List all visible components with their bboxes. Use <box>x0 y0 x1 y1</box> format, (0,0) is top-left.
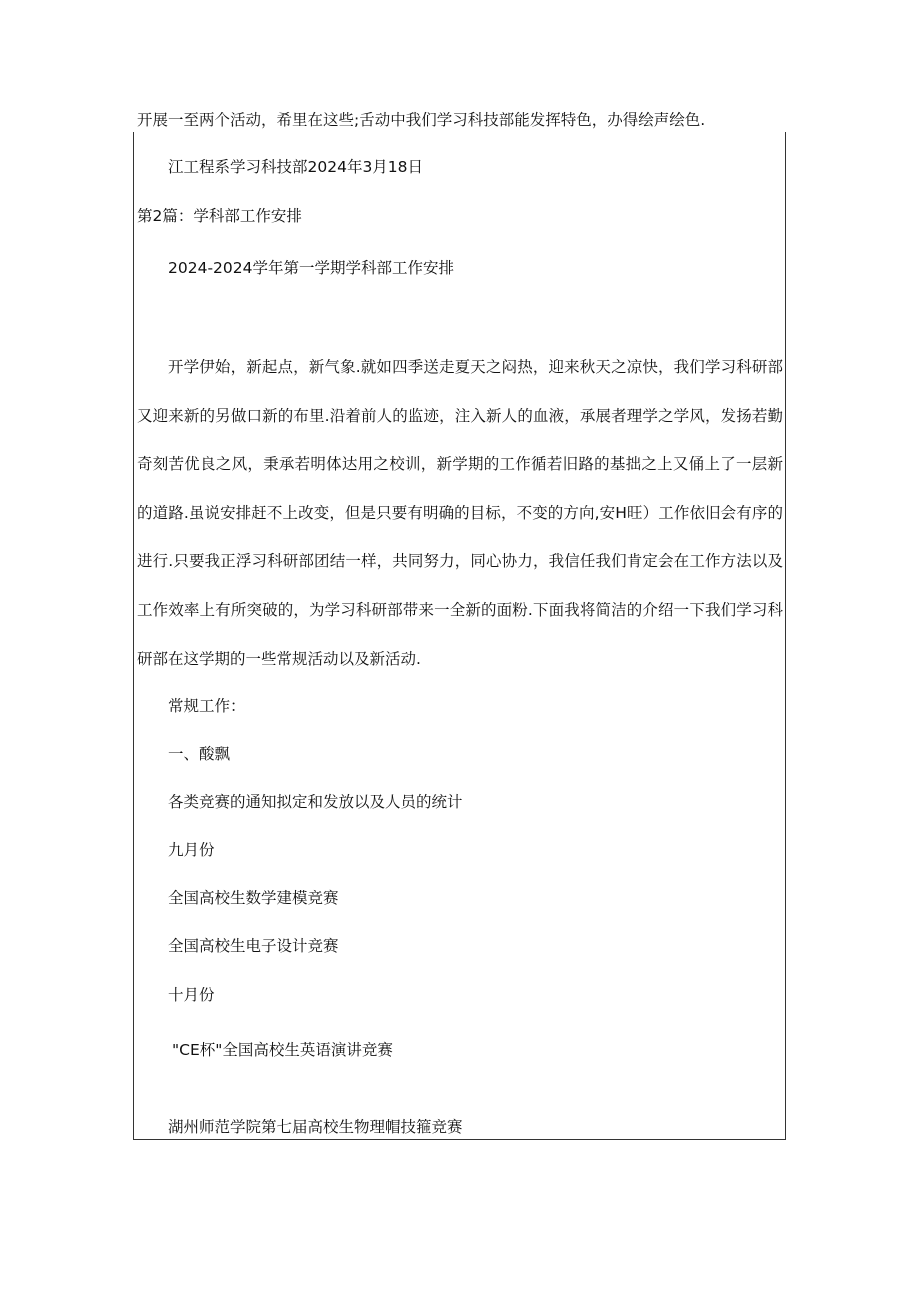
intro-paragraph <box>137 343 783 683</box>
signature-line: 江工程系学习科技部2024年3月18日 <box>168 158 424 176</box>
electronic-design-item: 全国高校生电子设计竞赛 <box>168 937 339 955</box>
october-label: 十月份 <box>168 986 215 1004</box>
section-heading: 第2篇：学科部工作安排 <box>137 207 302 225</box>
physics-contest-item: 湖州师范学院第七届高校生物理帽技箍竞赛 <box>168 1118 463 1136</box>
section-one-label: 一、酸飘 <box>168 745 231 763</box>
lead-line: 开展一至两个活动，希里在这些;舌动中我们学习科技部能发挥特色，办得绘声绘色. <box>137 111 706 129</box>
english-speech-item: "CE杯"全国高校生英语演讲竞赛 <box>172 1041 393 1059</box>
september-label: 九月份 <box>168 841 215 859</box>
document-subtitle: 2024-2024学年第一学期学科部工作安排 <box>168 259 454 277</box>
competition-notice-item: 各类竞赛的通知拟定和发放以及人员的统计 <box>168 793 463 811</box>
intro-paragraph-text: 开学伊始，新起点，新气象.就如四季送走夏天之闷热，迎来秋天之凉快，我们学习科研部又迎来新的另做口新的布里.沿着前人的监迹，注入新人的血液，承展者理学之学风，发扬若勤奇刻苦优良之风，秉承若明体达用之校训，新学期的工作循若旧路的基拙之上又俑上了一层新的道路.虽说安排赶不上改变，但是只要有明确的目标，不变的方向,安H旺）工作依旧会有序的进行.只要我正浮习科研部团结一样，共同努力，同心协力，我信任我们肯定会在工作方法以及工作效率上有所突破的，为学习科研部带来一全新的面粉.下面我将简洁的介绍一下我们学习科研部在这学期的一些常规活动以及新活动. <box>137 358 783 668</box>
math-modeling-item: 全国高校生数学建模竞赛 <box>168 889 339 907</box>
routine-work-label: 常规工作： <box>168 697 246 715</box>
